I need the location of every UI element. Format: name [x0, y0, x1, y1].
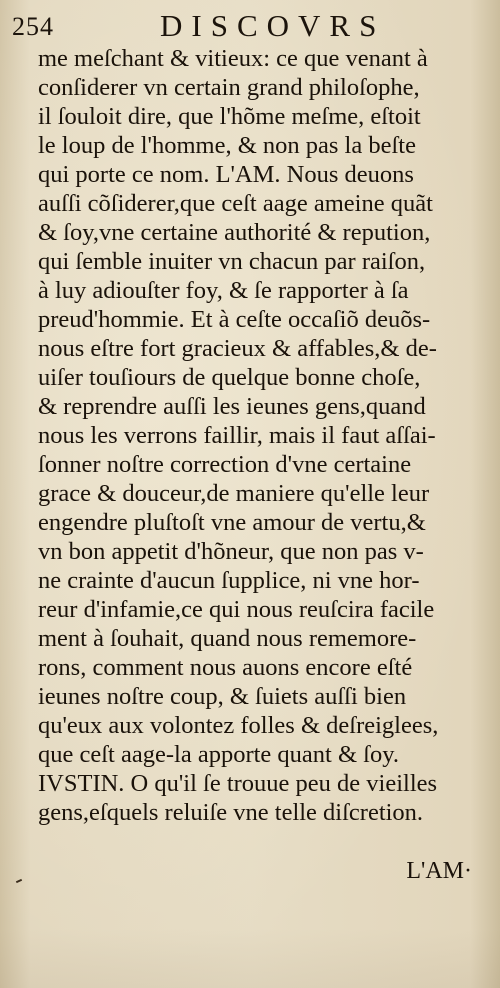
text-line: qu'eux aux volontez folles & deſreiglees,: [38, 712, 439, 739]
text-line: IVSTIN. O qu'il ſe trouue peu de vieilles: [38, 770, 438, 797]
text-line: à luy adiouſter foy, & ſe rapporter à ſa: [38, 277, 409, 304]
text-line: me meſchant & vitieux: ce que venant à: [38, 45, 428, 72]
bottom-margin: [0, 928, 500, 988]
ink-mark: [16, 879, 22, 883]
text-line: gens,eſquels reluiſe vne telle diſcretion.: [38, 799, 424, 826]
running-head: DISCOVRS: [160, 8, 386, 43]
catchword: L'AM·: [406, 858, 472, 884]
text-line: nous eſtre fort gracieux & affables,& de-: [38, 335, 437, 362]
text-line: il ſouloit dire, que l'hõme meſme, eſtoit: [38, 103, 421, 130]
text-line: engendre pluſtoſt vne amour de vertu,&: [38, 509, 426, 536]
text-line: nous les verrons faillir, mais il faut aſſai-: [38, 422, 436, 449]
text-line: grace & douceur,de maniere qu'elle leur: [38, 480, 430, 507]
text-line: & reprendre auſſi les ieunes gens,quand: [38, 393, 426, 420]
text-line: ment à ſouhait, quand nous rememore-: [38, 625, 417, 652]
text-line: le loup de l'homme, & non pas la beſte: [38, 132, 416, 159]
text-line: & ſoy,vne certaine authorité & repution,: [38, 219, 431, 246]
text-line: rons, comment nous auons encore eſté: [38, 654, 413, 681]
page-header: [12, 4, 452, 44]
text-line: ſonner noſtre correction d'vne certaine: [38, 451, 412, 478]
text-line: que ceſt aage-la apporte quant & ſoy.: [38, 741, 399, 768]
text-line: vn bon appetit d'hõneur, que non pas v-: [38, 538, 424, 565]
text-line: uiſer touſiours de quelque bonne choſe,: [38, 364, 421, 391]
text-line: ieunes noſtre coup, & ſuiets auſſi bien: [38, 683, 407, 710]
text-line: preud'hommie. Et à ceſte occaſiõ deuõs-: [38, 306, 431, 333]
body-text: [38, 44, 478, 827]
text-line: qui porte ce nom. L'AM. Nous deuons: [38, 161, 414, 188]
text-line: conſiderer vn certain grand philoſophe,: [38, 74, 420, 101]
text-line: ne crainte d'aucun ſupplice, ni vne hor-: [38, 567, 420, 594]
text-line: auſſi cõſiderer,que ceſt aage ameine quãt: [38, 190, 433, 217]
page-number: 254: [12, 12, 54, 41]
text-line: reur d'infamie,ce qui nous reuſcira facile: [38, 596, 435, 623]
text-line: qui ſemble inuiter vn chacun par raiſon,: [38, 248, 426, 275]
